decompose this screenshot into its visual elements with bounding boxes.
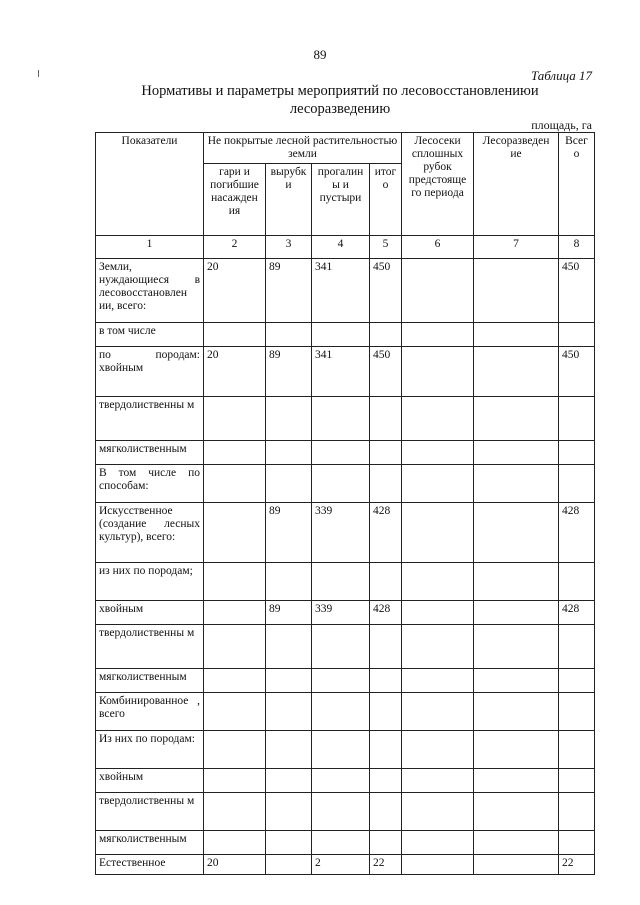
cell-c5 [370,465,402,503]
cell-c8: 22 [559,855,595,875]
cell-c3 [266,693,312,731]
cell-c2 [204,793,266,831]
norms-table [95,132,595,875]
cell-c5: 450 [370,259,402,323]
cell-c2 [204,441,266,465]
cell-c6 [402,347,474,397]
cell-c8: 450 [559,347,595,397]
subheader-cuttings: вырубк и [266,164,312,236]
cell-c8 [559,441,595,465]
cell-c7 [474,503,559,563]
row-label: Земли, нуждающиеся в лесовосстановлен ии, всего: [96,259,204,323]
cell-c2: 20 [204,259,266,323]
row-label: хвойным [96,769,204,793]
cell-c4 [312,563,370,601]
table-row [96,259,595,323]
cell-c7 [474,731,559,769]
row-label: мягколиственным [96,831,204,855]
cell-c7 [474,793,559,831]
cell-c4: 341 [312,347,370,397]
cell-c2 [204,601,266,625]
cell-c5: 428 [370,601,402,625]
cell-c4 [312,465,370,503]
margin-mark [38,70,39,77]
row-label: мягколиственным [96,669,204,693]
cell-c2 [204,693,266,731]
cell-c6 [402,693,474,731]
cell-c7 [474,323,559,347]
table-row [96,669,595,693]
cell-c7 [474,669,559,693]
header-row [96,133,595,164]
cell-c7 [474,441,559,465]
cell-c8 [559,793,595,831]
column-number: 7 [474,236,559,259]
cell-c3 [266,397,312,441]
table-row [96,323,595,347]
cell-c4: 2 [312,855,370,875]
row-label: твердолиственны м [96,397,204,441]
cell-c5 [370,397,402,441]
cell-c5: 428 [370,503,402,563]
row-label: В том числе по способам: [96,465,204,503]
cell-c8 [559,397,595,441]
cell-c2: 20 [204,347,266,397]
table-label: Таблица 17 [530,68,592,83]
cell-c4 [312,397,370,441]
row-label: Комбинированное , всего [96,693,204,731]
cell-c2 [204,731,266,769]
cell-c4: 341 [312,259,370,323]
cell-c6 [402,793,474,831]
cell-c7 [474,465,559,503]
table-row [96,465,595,503]
cell-c5 [370,323,402,347]
cell-c6 [402,669,474,693]
cell-c5 [370,669,402,693]
header-afforestation: Лесоразведен ие [474,133,559,236]
cell-c6 [402,831,474,855]
row-label: мягколиственным [96,441,204,465]
cell-c6 [402,563,474,601]
cell-c6 [402,625,474,669]
table-row [96,601,595,625]
cell-c7 [474,625,559,669]
cell-c6 [402,503,474,563]
column-number: 5 [370,236,402,259]
row-label: Из них по породам: [96,731,204,769]
cell-c6 [402,323,474,347]
cell-c2 [204,323,266,347]
row-label: из них по породам; [96,563,204,601]
table-row [96,731,595,769]
header-group-unforested: Не покрытые лесной растительностью земли [204,133,402,164]
cell-c8 [559,625,595,669]
cell-c8 [559,731,595,769]
cell-c3 [266,793,312,831]
cell-c3 [266,731,312,769]
table-row [96,625,595,669]
cell-c2 [204,669,266,693]
cell-c2 [204,831,266,855]
cell-c3: 89 [266,503,312,563]
cell-c8: 428 [559,503,595,563]
table-row [96,769,595,793]
cell-c6 [402,601,474,625]
column-number: 4 [312,236,370,259]
cell-c3: 89 [266,259,312,323]
cell-c8 [559,831,595,855]
column-number: 1 [96,236,204,259]
row-label: твердолиственны м [96,793,204,831]
cell-c7 [474,769,559,793]
cell-c7 [474,855,559,875]
table-body [96,133,595,875]
cell-c2 [204,397,266,441]
cell-c5: 450 [370,347,402,397]
cell-c5 [370,625,402,669]
cell-c3 [266,669,312,693]
cell-c2 [204,465,266,503]
cell-c6 [402,731,474,769]
cell-c3 [266,855,312,875]
cell-c7 [474,831,559,855]
cell-c8 [559,669,595,693]
cell-c6 [402,465,474,503]
row-label: по породам: хвойным [96,347,204,397]
table-row [96,693,595,731]
cell-c4 [312,669,370,693]
cell-c4 [312,693,370,731]
cell-c4 [312,731,370,769]
cell-c3: 89 [266,601,312,625]
cell-c8 [559,693,595,731]
cell-c3 [266,769,312,793]
cell-c2 [204,625,266,669]
cell-c4: 339 [312,601,370,625]
cell-c6 [402,259,474,323]
cell-c3 [266,441,312,465]
row-label: в том числе [96,323,204,347]
header-total: Всег о [559,133,595,236]
cell-c3 [266,831,312,855]
table-row [96,347,595,397]
table-row [96,397,595,441]
cell-c5 [370,563,402,601]
cell-c6 [402,441,474,465]
cell-c4 [312,769,370,793]
cell-c4: 339 [312,503,370,563]
cell-c4 [312,441,370,465]
cell-c2: 20 [204,855,266,875]
table-row [96,831,595,855]
cell-c3: 89 [266,347,312,397]
unit-label: площадь, га [531,118,592,132]
table-row [96,793,595,831]
cell-c2 [204,503,266,563]
cell-c4 [312,793,370,831]
page-number: 89 [313,47,327,62]
cell-c7 [474,259,559,323]
column-number: 2 [204,236,266,259]
column-number: 6 [402,236,474,259]
cell-c3 [266,465,312,503]
cell-c8 [559,769,595,793]
cell-c7 [474,601,559,625]
cell-c8 [559,323,595,347]
cell-c6 [402,855,474,875]
cell-c8 [559,465,595,503]
cell-c7 [474,563,559,601]
cell-c5 [370,831,402,855]
cell-c5 [370,793,402,831]
row-label: хвойным [96,601,204,625]
column-number-row [96,236,595,259]
cell-c6 [402,397,474,441]
cell-c3 [266,625,312,669]
subheader-subtotal: итог о [370,164,402,236]
subheader-burnt: гари и погибшие насажден ия [204,164,266,236]
cell-c3 [266,323,312,347]
cell-c5 [370,693,402,731]
cell-c5 [370,769,402,793]
row-label: Искусственное (создание лесных культур), всего: [96,503,204,563]
document-title: Нормативы и параметры мероприятий по лесовосстановлениюи лесоразведению [141,83,539,117]
column-number: 8 [559,236,595,259]
column-number: 3 [266,236,312,259]
cell-c8: 428 [559,601,595,625]
table-row [96,563,595,601]
cell-c2 [204,563,266,601]
cell-c5 [370,731,402,769]
table-row [96,855,595,875]
cell-c6 [402,769,474,793]
cell-c8: 450 [559,259,595,323]
subheader-glades: прогалин ы и пустыри [312,164,370,236]
cell-c5 [370,441,402,465]
row-label: Естественное [96,855,204,875]
cell-c5: 22 [370,855,402,875]
header-clearcut-areas: Лесосеки сплошных рубок предстояще го периода [402,133,474,236]
row-label: твердолиственны м [96,625,204,669]
cell-c7 [474,693,559,731]
cell-c4 [312,323,370,347]
cell-c4 [312,831,370,855]
cell-c4 [312,625,370,669]
table-row [96,503,595,563]
cell-c8 [559,563,595,601]
cell-c7 [474,397,559,441]
header-indicators: Показатели [96,133,204,236]
table-row [96,441,595,465]
cell-c2 [204,769,266,793]
cell-c3 [266,563,312,601]
cell-c7 [474,347,559,397]
